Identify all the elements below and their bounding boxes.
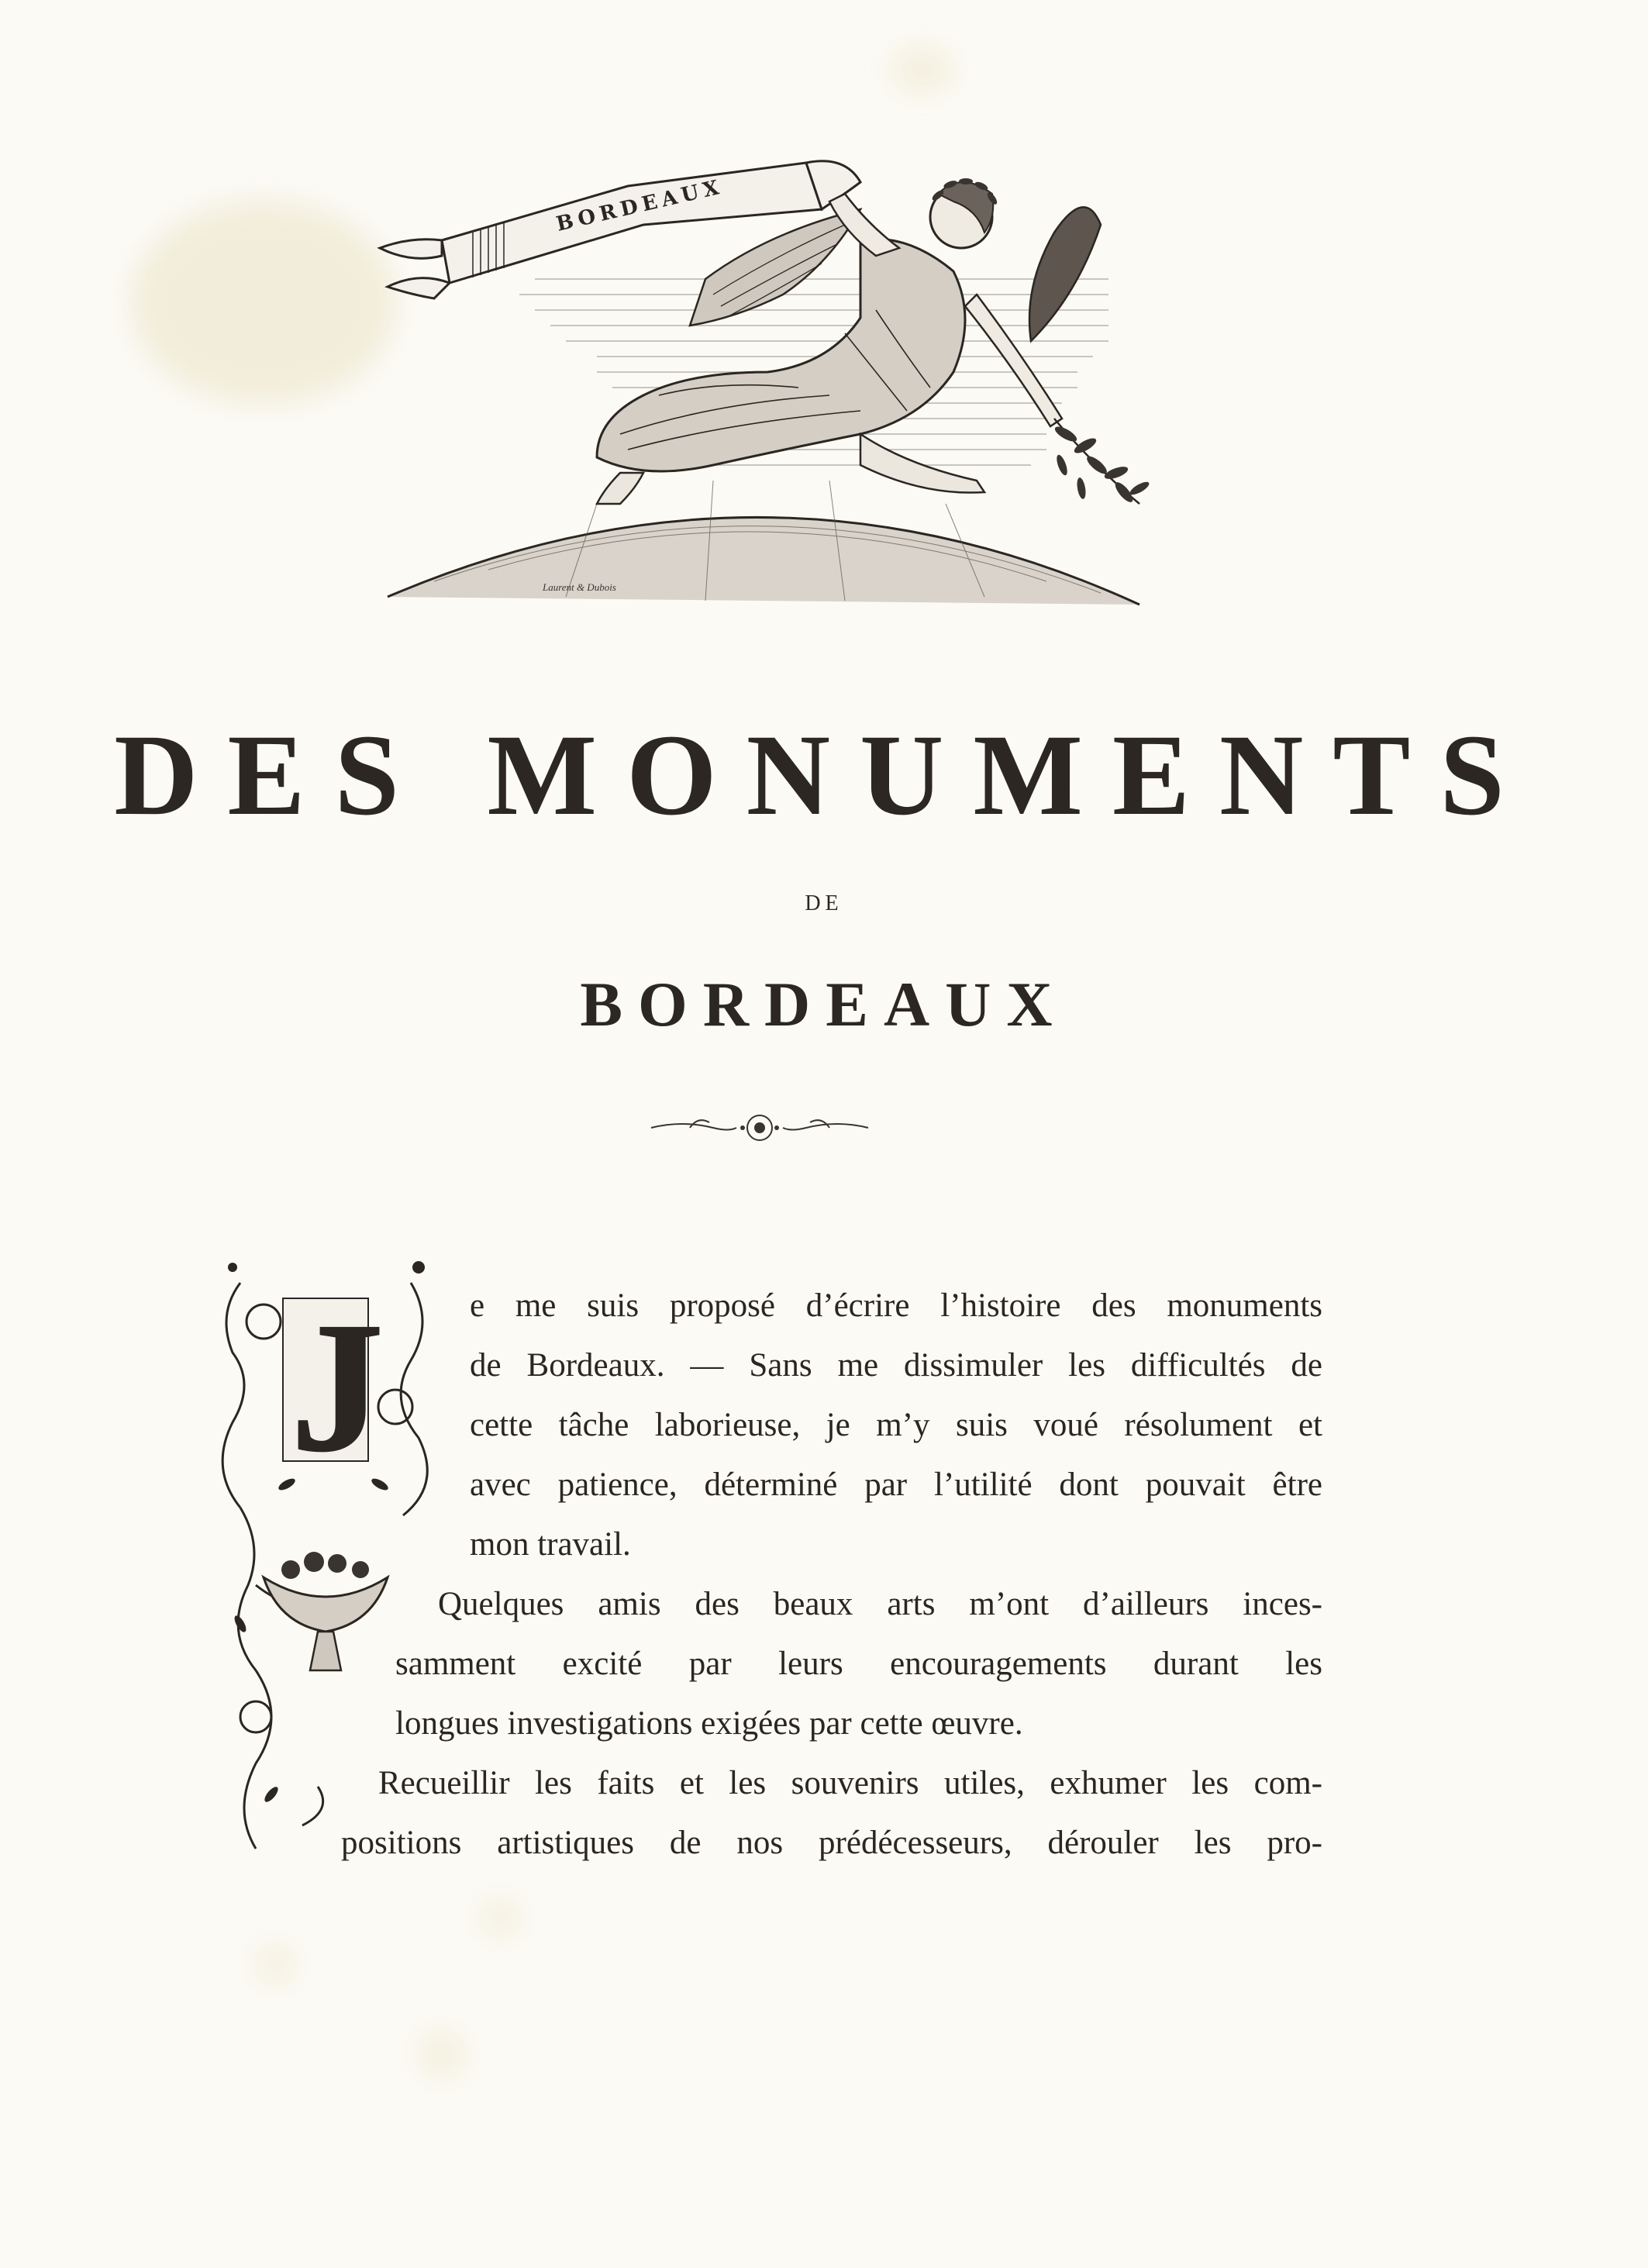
body-line: samment excité par leurs encouragements durant les	[395, 1646, 1322, 1682]
body-line: avec patience, déterminé par l’utilité dont pouvait être	[470, 1467, 1322, 1503]
body-line: Recueillir les faits et les souvenirs utiles, exhumer les com-	[378, 1765, 1322, 1801]
title-particle: DE	[805, 891, 843, 915]
paper-stain	[419, 2031, 465, 2077]
body-line: positions artistiques de nos prédécesseurs, dérouler les pro-	[341, 1825, 1322, 1861]
body-line: de Bordeaux. — Sans me dissimuler les difficultés de	[470, 1347, 1322, 1384]
body-line: longues investigations exigées par cette œuvre.	[395, 1705, 1023, 1742]
body-line: mon travail.	[470, 1526, 631, 1563]
banner-text: BORDEAUX	[553, 175, 726, 236]
fleuron-divider-icon	[643, 1108, 876, 1147]
paper-stain	[256, 1946, 295, 1984]
body-line: cette tâche laborieuse, je m’y suis voué résolument et	[470, 1407, 1322, 1443]
paper-stain	[891, 47, 953, 93]
drop-cap-letter: J	[291, 1284, 384, 1490]
paper-stain	[481, 1899, 519, 1938]
header-vignette-engraving	[364, 140, 1170, 620]
body-line: Quelques amis des beaux arts m’ont d’ailleurs inces-	[438, 1586, 1322, 1622]
paper-stain	[132, 202, 395, 403]
page-title: DES MONUMENTS	[114, 711, 1534, 839]
body-line: e me suis proposé d’écrire l’histoire des monuments	[470, 1287, 1322, 1324]
page-subtitle-city: BORDEAUX	[580, 969, 1068, 1039]
engraver-credit: Laurent & Dubois	[543, 581, 616, 593]
